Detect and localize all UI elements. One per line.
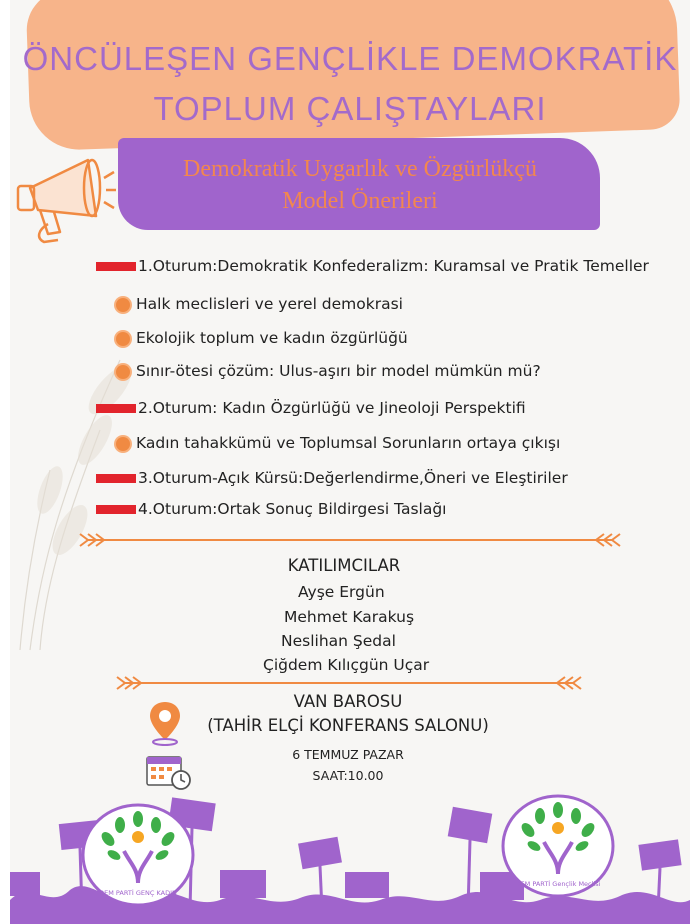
arrow-divider [78, 533, 622, 547]
program-item-topic [96, 295, 403, 313]
megaphone-icon [8, 138, 118, 258]
subtitle-banner [118, 138, 600, 230]
main-title-line1: ÖNCÜLEŞEN GENÇLİKLE DEMOKRATİK [22, 40, 678, 77]
venue-hall: (TAHİR ELÇİ KONFERANS SALONU) [207, 716, 489, 735]
program-item-text: Ekolojik toplum ve kadın özgürlüğü [136, 329, 408, 347]
program-item-text: 2.Oturum: Kadın Özgürlüğü ve Jineoloji Perspektifi [138, 399, 526, 417]
program-item-topic [96, 329, 408, 347]
subtitle-line2: Model Önerileri [282, 188, 438, 214]
red-marker-icon [96, 404, 136, 413]
orange-bullet-icon [116, 365, 130, 379]
red-marker-icon [96, 262, 136, 271]
program-item-text: 1.Oturum:Demokratik Konfederalizm: Kuramsal ve Pratik Temeller [138, 257, 649, 275]
participant-name: Neslihan Şedal [281, 632, 396, 650]
dem-parti-genc-kadin-logo [80, 803, 196, 907]
program-item-text: 3.Oturum-Açık Kürsü:Değerlendirme,Öneri ve Eleştiriler [138, 469, 568, 487]
left-logo-text: DEM PARTİ GENÇ KADIN [99, 889, 177, 897]
event-date: 6 TEMMUZ PAZAR [292, 747, 404, 762]
red-marker-icon [96, 474, 136, 483]
program-item-text: 4.Oturum:Ortak Sonuç Bildirgesi Taslağı [138, 500, 447, 518]
subtitle-line1: Demokratik Uygarlık ve Özgürlükçü [183, 156, 537, 182]
event-time: SAAT:10.00 [312, 768, 384, 783]
program-item-session-1 [96, 257, 649, 275]
orange-bullet-icon [116, 437, 130, 451]
right-logo-text: DEM PARTİ Gençlik Meclisi [515, 880, 601, 888]
participants-heading: KATILIMCILAR [287, 556, 401, 575]
program-item-session-4 [96, 500, 446, 518]
program-item-text: Halk meclisleri ve yerel demokrasi [136, 295, 403, 313]
participant-name: Ayşe Ergün [298, 583, 385, 601]
venue-name: VAN BAROSU [293, 692, 403, 711]
red-marker-icon [96, 505, 136, 514]
program-item-topic [96, 434, 560, 452]
orange-bullet-icon [116, 332, 130, 346]
program-item-text: Kadın tahakkümü ve Toplumsal Sorunların ortaya çıkışı [136, 434, 561, 452]
program-item-topic [96, 362, 541, 380]
program-item-session-2 [96, 399, 526, 417]
dem-parti-genclik-meclisi-logo [500, 794, 616, 898]
participant-name: Çiğdem Kılıçgün Uçar [263, 656, 430, 674]
main-title-line2: TOPLUM ÇALIŞTAYLARI [153, 90, 547, 127]
orange-bullet-icon [116, 298, 130, 312]
participant-name: Mehmet Karakuş [284, 608, 415, 626]
program-item-text: Sınır-ötesi çözüm: Ulus-aşırı bir model mümkün mü? [136, 362, 541, 380]
program-item-session-3 [96, 469, 568, 487]
arrow-divider [115, 676, 583, 690]
location-pin-icon [145, 700, 185, 746]
